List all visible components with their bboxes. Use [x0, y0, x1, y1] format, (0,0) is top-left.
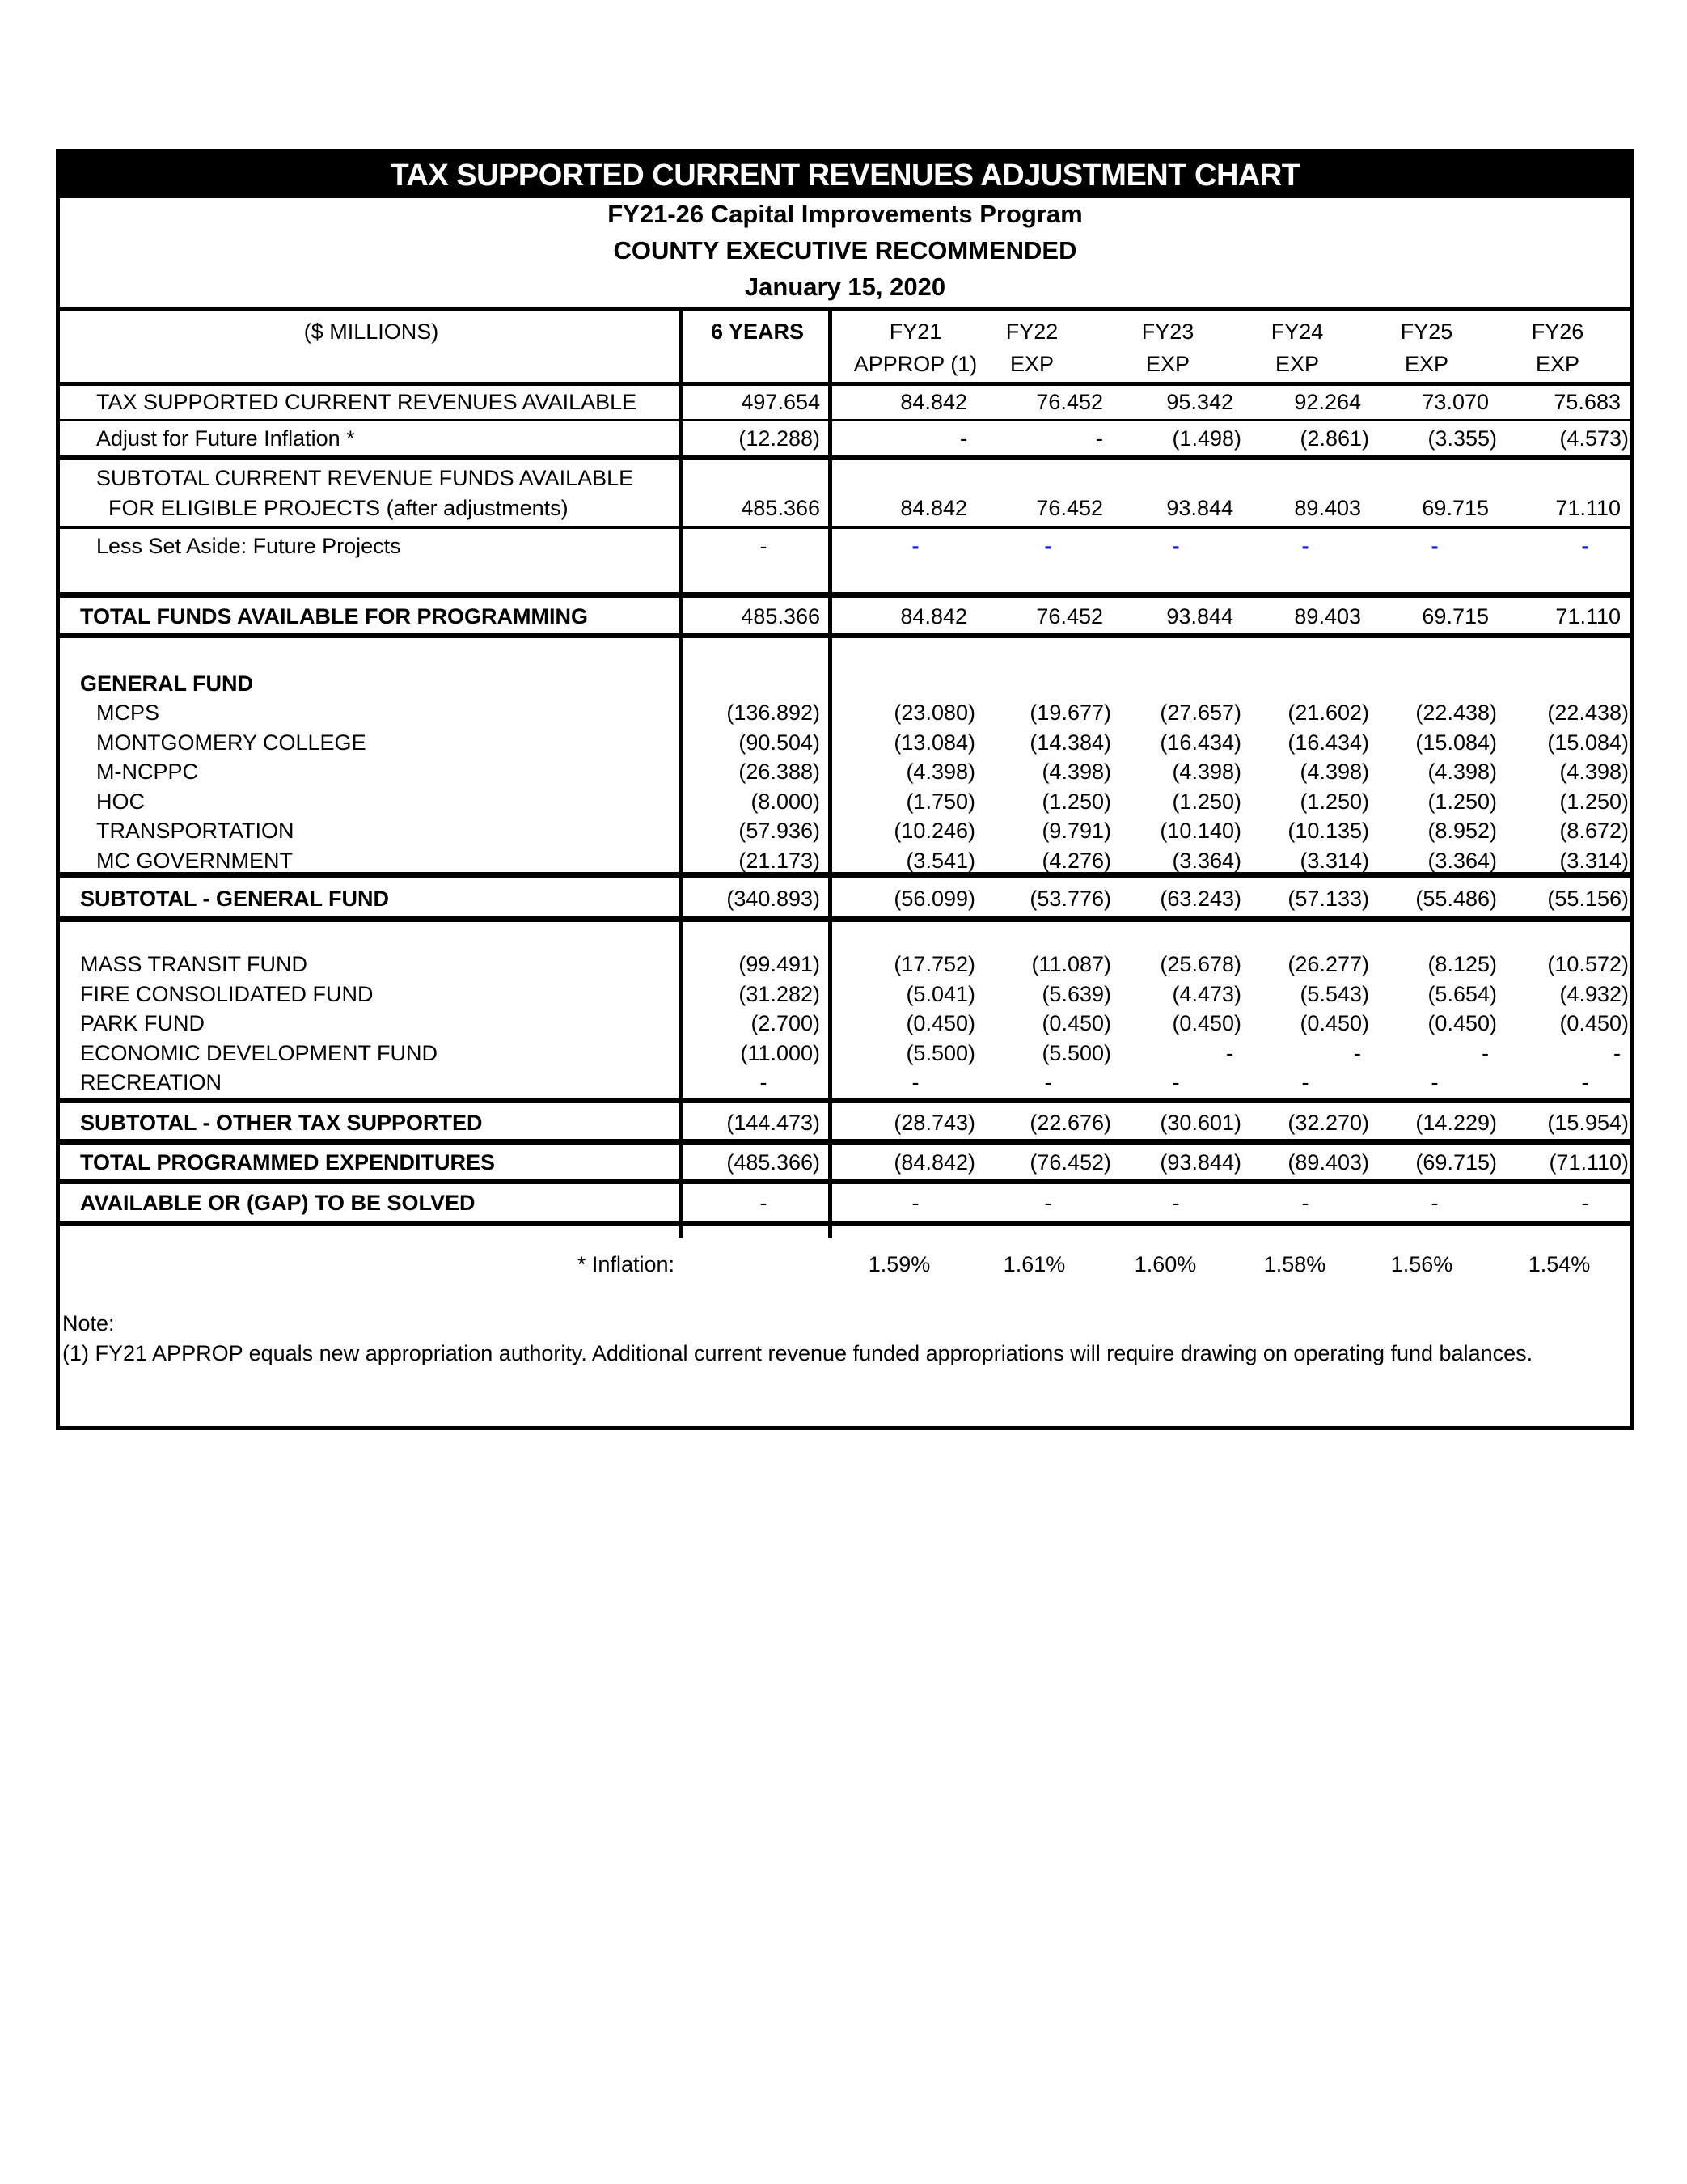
adjustment-chart-sheet — [56, 149, 1634, 1430]
year-value: (0.450) — [906, 1011, 975, 1035]
six-year-value: (340.893) — [726, 887, 820, 911]
inflation-rate: 1.58% — [1263, 1252, 1326, 1276]
year-value: (5.500) — [1042, 1040, 1111, 1065]
year-value: (10.140) — [1160, 819, 1241, 843]
year-value: (76.452) — [1030, 1150, 1111, 1175]
year-value: (0.450) — [1559, 1011, 1629, 1035]
year-value: (3.314) — [1559, 848, 1629, 873]
year-value: - — [911, 1070, 920, 1094]
year-value: - — [1226, 1040, 1233, 1065]
year-value: (3.314) — [1300, 848, 1369, 873]
year-value: (21.602) — [1287, 700, 1369, 725]
six-year-value: 485.366 — [741, 496, 820, 520]
year-value: (4.398) — [1559, 760, 1629, 784]
year-value: 92.264 — [1294, 390, 1361, 414]
year-value: - — [1096, 426, 1103, 451]
year-value: 95.342 — [1166, 390, 1233, 414]
year-header-fy21: FY21 — [889, 320, 942, 344]
year-value: 89.403 — [1294, 604, 1361, 629]
year-value: - — [1172, 534, 1180, 558]
six-year-value: (90.504) — [738, 730, 820, 755]
year-value: (3.541) — [906, 848, 975, 873]
year-value: (0.450) — [1300, 1011, 1369, 1035]
year-value: 76.452 — [1036, 604, 1103, 629]
year-value: 71.110 — [1555, 496, 1621, 520]
six-year-value: 485.366 — [741, 604, 820, 629]
six-year-value: (99.491) — [738, 952, 820, 976]
year-value: - — [1301, 1191, 1309, 1215]
row-label: Adjust for Future Inflation * — [96, 426, 355, 451]
year-header-type: APPROP (1) — [853, 352, 978, 376]
year-value: (15.084) — [1415, 730, 1497, 755]
year-value: - — [1613, 1040, 1621, 1065]
row-label: MCPS — [96, 700, 160, 725]
year-value: 73.070 — [1422, 390, 1489, 414]
year-header-fy24: FY24 — [1271, 320, 1324, 344]
row-label: RECREATION — [80, 1070, 222, 1094]
six-year-value: (485.366) — [726, 1150, 820, 1175]
row-divider — [60, 633, 1630, 638]
year-value: (11.087) — [1031, 952, 1111, 976]
year-value: (8.952) — [1427, 819, 1497, 843]
row-label: ECONOMIC DEVELOPMENT FUND — [80, 1040, 438, 1065]
row-label: FOR ELIGIBLE PROJECTS (after adjustments) — [108, 496, 569, 520]
inflation-rate: 1.59% — [868, 1252, 931, 1276]
year-value: (1.750) — [906, 789, 975, 814]
six-year-value: - — [759, 1191, 767, 1215]
year-value: (27.657) — [1160, 700, 1241, 725]
year-value: (5.543) — [1300, 981, 1369, 1006]
year-value: 69.715 — [1422, 604, 1489, 629]
row-label: Less Set Aside: Future Projects — [96, 534, 401, 558]
year-value: (0.450) — [1427, 1011, 1497, 1035]
row-label: TRANSPORTATION — [96, 819, 294, 843]
year-value: (93.844) — [1160, 1150, 1241, 1175]
year-value: (5.041) — [906, 981, 975, 1006]
inflation-rate: 1.61% — [1003, 1252, 1066, 1276]
year-value: (4.398) — [906, 760, 975, 784]
year-value: (3.364) — [1172, 848, 1241, 873]
year-value: (23.080) — [894, 700, 975, 725]
year-value: - — [1301, 1070, 1309, 1094]
year-value: - — [1581, 1070, 1589, 1094]
year-value: (4.398) — [1427, 760, 1497, 784]
row-label: SUBTOTAL - OTHER TAX SUPPORTED — [80, 1111, 483, 1135]
year-value: (69.715) — [1415, 1150, 1497, 1175]
row-label: AVAILABLE OR (GAP) TO BE SOLVED — [80, 1191, 476, 1215]
year-value: 93.844 — [1166, 604, 1233, 629]
year-value: (4.398) — [1042, 760, 1111, 784]
inflation-rate: 1.56% — [1390, 1252, 1453, 1276]
divider — [60, 307, 1630, 311]
year-value: (4.398) — [1172, 760, 1241, 784]
year-value: (4.398) — [1300, 760, 1369, 784]
year-value: - — [1431, 534, 1439, 558]
year-header-type: EXP — [1535, 352, 1580, 376]
row-label: M-NCPPC — [96, 760, 198, 784]
subtitle-date: January 15, 2020 — [744, 273, 946, 301]
year-value: (5.639) — [1042, 981, 1111, 1006]
row-label: MONTGOMERY COLLEGE — [96, 730, 366, 755]
year-value: (14.384) — [1030, 730, 1111, 755]
year-value: - — [911, 534, 920, 558]
year-value: (16.434) — [1287, 730, 1369, 755]
year-value: (5.500) — [906, 1040, 975, 1065]
year-value: (2.861) — [1300, 426, 1369, 451]
year-value: (55.156) — [1547, 887, 1629, 911]
year-value: (89.403) — [1287, 1150, 1369, 1175]
year-value: - — [960, 426, 967, 451]
year-value: (4.473) — [1172, 981, 1241, 1006]
year-value: (32.270) — [1287, 1111, 1369, 1135]
six-year-value: (11.000) — [740, 1040, 820, 1065]
subtitle-recommended: COUNTY EXECUTIVE RECOMMENDED — [613, 236, 1077, 265]
inflation-label: * Inflation: — [577, 1252, 674, 1276]
row-label: TOTAL PROGRAMMED EXPENDITURES — [80, 1150, 496, 1175]
inflation-rate: 1.54% — [1528, 1252, 1591, 1276]
row-label: HOC — [96, 789, 145, 814]
year-value: (10.135) — [1287, 819, 1369, 843]
row-label: MC GOVERNMENT — [96, 848, 293, 873]
year-value: 69.715 — [1422, 496, 1489, 520]
row-divider — [60, 382, 1630, 386]
year-value: (25.678) — [1160, 952, 1241, 976]
year-value: (63.243) — [1160, 887, 1241, 911]
year-value: 75.683 — [1554, 390, 1621, 414]
year-value: (5.654) — [1427, 981, 1497, 1006]
row-divider — [60, 526, 1630, 529]
year-value: (28.743) — [894, 1111, 975, 1135]
year-value: - — [1044, 1070, 1052, 1094]
row-label: PARK FUND — [80, 1011, 205, 1035]
year-value: (22.676) — [1030, 1111, 1111, 1135]
section-heading-general-fund: GENERAL FUND — [80, 671, 254, 696]
year-value: (4.276) — [1042, 848, 1111, 873]
row-label: TAX SUPPORTED CURRENT REVENUES AVAILABLE — [96, 390, 637, 414]
year-value: (4.573) — [1559, 426, 1629, 451]
year-value: (1.250) — [1300, 789, 1369, 814]
chart-title: TAX SUPPORTED CURRENT REVENUES ADJUSTMENT CHART — [60, 153, 1630, 198]
year-header-fy23: FY23 — [1141, 320, 1194, 344]
row-divider — [60, 455, 1630, 460]
year-value: (1.250) — [1172, 789, 1241, 814]
year-header-fy25: FY25 — [1400, 320, 1453, 344]
row-divider — [60, 1221, 1630, 1226]
year-value: (53.776) — [1030, 887, 1111, 911]
year-value: (1.250) — [1559, 789, 1629, 814]
year-value: 84.842 — [900, 390, 967, 414]
row-divider — [60, 419, 1630, 421]
row-label: SUBTOTAL CURRENT REVENUE FUNDS AVAILABLE — [96, 466, 634, 490]
six-year-value: (31.282) — [738, 981, 820, 1006]
year-value: (1.250) — [1042, 789, 1111, 814]
note-heading: Note: — [62, 1311, 115, 1335]
year-value: (22.438) — [1415, 700, 1497, 725]
year-value: (9.791) — [1042, 819, 1111, 843]
row-divider — [60, 592, 1630, 598]
year-value: (0.450) — [1172, 1011, 1241, 1035]
year-value: - — [1581, 1191, 1589, 1215]
year-value: (14.229) — [1415, 1111, 1497, 1135]
year-header-type: EXP — [1009, 352, 1055, 376]
year-value: - — [1044, 1191, 1052, 1215]
year-value: (1.250) — [1427, 789, 1497, 814]
year-value: (71.110) — [1549, 1150, 1629, 1175]
year-value: (13.084) — [894, 730, 975, 755]
year-value: (22.438) — [1547, 700, 1629, 725]
six-year-value: (2.700) — [750, 1011, 820, 1035]
year-value: (16.434) — [1160, 730, 1241, 755]
six-year-value: (136.892) — [726, 700, 820, 725]
row-label: TOTAL FUNDS AVAILABLE FOR PROGRAMMING — [80, 604, 588, 629]
year-value: (26.277) — [1287, 952, 1369, 976]
year-value: (8.672) — [1559, 819, 1629, 843]
year-header-type: EXP — [1404, 352, 1449, 376]
six-years-header: 6 YEARS — [710, 320, 805, 344]
year-value: 93.844 — [1166, 496, 1233, 520]
year-value: 84.842 — [900, 604, 967, 629]
year-value: (19.677) — [1030, 700, 1111, 725]
year-value: - — [1431, 1191, 1439, 1215]
year-value: (10.572) — [1547, 952, 1629, 976]
units-header: ($ MILLIONS) — [303, 320, 439, 344]
year-value: (17.752) — [894, 952, 975, 976]
six-year-value: (8.000) — [750, 789, 820, 814]
row-divider — [60, 872, 1630, 878]
six-year-value: (21.173) — [738, 848, 820, 873]
year-value: - — [1172, 1191, 1180, 1215]
year-value: (8.125) — [1427, 952, 1497, 976]
year-value: (0.450) — [1042, 1011, 1111, 1035]
year-value: (84.842) — [894, 1150, 975, 1175]
six-year-value: 497.654 — [741, 390, 820, 414]
six-year-value: (57.936) — [738, 819, 820, 843]
year-value: 76.452 — [1036, 496, 1103, 520]
year-value: (3.364) — [1427, 848, 1497, 873]
six-year-value: (26.388) — [738, 760, 820, 784]
year-header-fy26: FY26 — [1531, 320, 1584, 344]
year-value: (10.246) — [894, 819, 975, 843]
year-value: 84.842 — [900, 496, 967, 520]
year-value: - — [1301, 534, 1309, 558]
year-header-type: EXP — [1275, 352, 1320, 376]
six-year-value: - — [759, 534, 767, 558]
year-value: - — [1354, 1040, 1361, 1065]
six-year-value: (12.288) — [738, 426, 820, 451]
year-value: - — [1431, 1070, 1439, 1094]
year-value: (1.498) — [1172, 426, 1241, 451]
year-value: 71.110 — [1555, 604, 1621, 629]
row-divider — [60, 1139, 1630, 1145]
note-text: (1) FY21 APPROP equals new appropriation authority. Additional current revenue funded appropriations will require drawing on operating fund balances. — [62, 1341, 1533, 1365]
inflation-rate: 1.60% — [1134, 1252, 1197, 1276]
row-label: FIRE CONSOLIDATED FUND — [80, 981, 374, 1006]
row-label: MASS TRANSIT FUND — [80, 952, 308, 976]
six-year-value: - — [759, 1070, 767, 1094]
year-value: - — [1044, 534, 1052, 558]
year-value: (55.486) — [1415, 887, 1497, 911]
six-year-value: (144.473) — [726, 1111, 820, 1135]
year-value: - — [911, 1191, 920, 1215]
year-value: (3.355) — [1427, 426, 1497, 451]
row-divider — [60, 916, 1630, 922]
year-value: - — [1172, 1070, 1180, 1094]
subtitle-program: FY21-26 Capital Improvements Program — [607, 200, 1083, 228]
year-value: 76.452 — [1036, 390, 1103, 414]
year-header-fy22: FY22 — [1005, 320, 1059, 344]
year-header-type: EXP — [1145, 352, 1190, 376]
row-label: SUBTOTAL - GENERAL FUND — [80, 887, 390, 911]
year-value: (56.099) — [894, 887, 975, 911]
year-value: - — [1482, 1040, 1489, 1065]
year-value: - — [1581, 534, 1589, 558]
row-divider — [60, 1098, 1630, 1103]
year-value: (4.932) — [1559, 981, 1629, 1006]
year-value: 89.403 — [1294, 496, 1361, 520]
year-value: (57.133) — [1287, 887, 1369, 911]
year-value: (15.084) — [1547, 730, 1629, 755]
row-divider — [60, 1179, 1630, 1184]
year-value: (30.601) — [1160, 1111, 1241, 1135]
year-value: (15.954) — [1547, 1111, 1629, 1135]
